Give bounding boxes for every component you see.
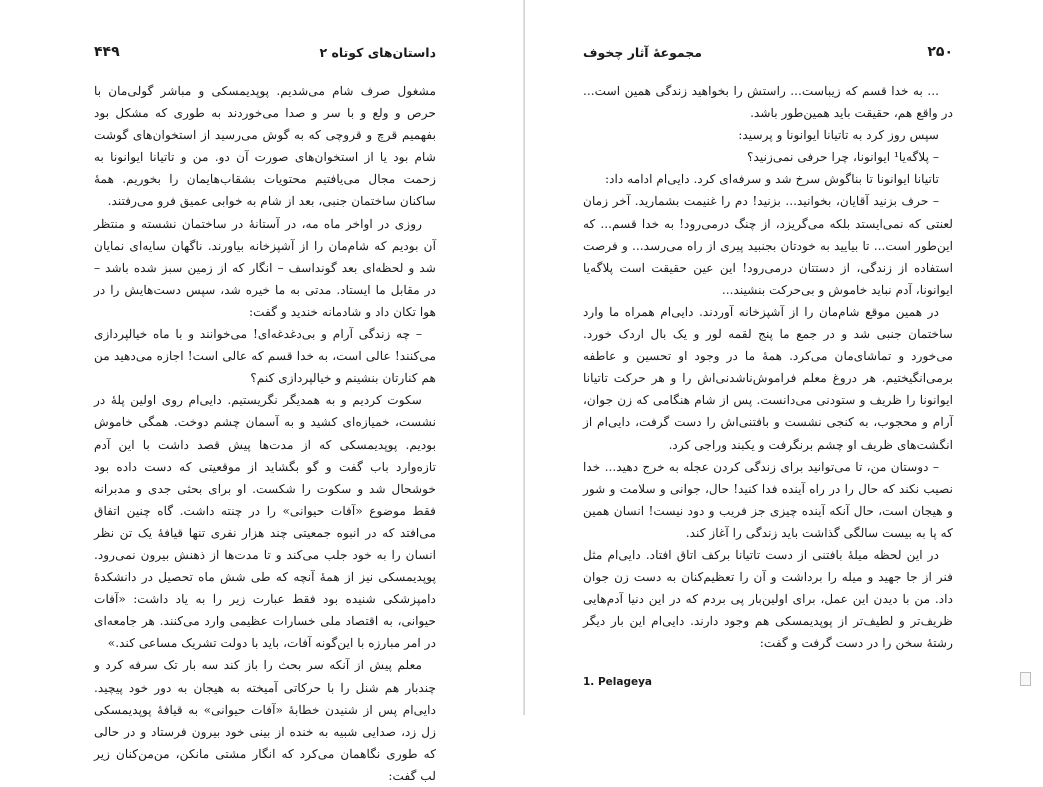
paragraph: سپس روز کرد به تاتیانا ایوانونا و پرسید: [738,128,939,143]
right-page-header [583,44,953,66]
scroll-indicator[interactable] [1020,672,1031,686]
paragraph: تاتیانا ایوانونا تا بناگوش سرخ شد و سرفه‌ای کرد. دایی‌ام ادامه داد: [605,172,939,187]
paragraph: – دوستان من، تا می‌توانید برای زندگی کردن عجله به خرج دهید... خدا نصیب نکند که حال را در راه آینده فدا کنید! حال، جوانی و سلامت و شور و هیجان است، حال آنکه آینده چیزی جز فریب و دود نیست! انسان همین که پا به بیست سالگی گذاشت باید زندگی را آغاز کند. [583,459,953,540]
paragraph: ... به خدا قسم که زیباست... راستش را بخواهید زندگی همین است... در واقع هم، حقیقت باید همین‌طور باشد. [583,84,953,121]
paragraph: در این لحظه میلهٔ بافتنی از دست تاتیانا برکف اتاق افتاد. دایی‌ام مثل فنر از جا جهید و میله را برداشت و آن را تعظیم‌کنان به دست زن جوان داد. من با دیدن این عمل، برای اولین‌بار پی بردم که در این دنیا آدم‌هایی ظریف‌تر و لطیف‌تر از پوپدیمسکی هم وجود دارند. دایی‌ام این بار دیگر رشتهٔ سخن را در دست گرفت و گفت: [583,547,953,651]
left-page-header [94,44,436,66]
paragraph: مشغول صرف شام می‌شدیم. پوپدیمسکی و مباشر گولی‌مان با حرص و ولع و با سر و صدا می‌خوردند به طوری که مشکل بود بفهمیم قرچ و قروچی که به گوش می‌رسید از استخوان‌های گوشت شام بود یا از استخوان‌های صورت آن دو. من و تاتیانا ایوانونا به زحمت مجال می‌یافتیم محتویات بشقاب‌هایمان را بخوریم. همهٔ ساکنان ساختمان جنبی، بعد از شام به خوابی عمیق فرو می‌رفتند. [94,84,436,209]
right-page [525,0,1043,715]
paragraph: سکوت کردیم و به همدیگر نگریستیم. دایی‌ام روی اولین پلهٔ در نشست، خمیازه‌ای کشید و به آسمان چشم دوخت. همگی خاموش بودیم. پوپدیمسکی که از مدت‌ها پیش قصد داشت با این آدم تازه‌وارد باب گفت و گو بگشاید از موقعیتی که دست داده بود خوشحال شد و سکوت را شکست. او برای بحثی جدی و مدبرانه فقط موضوع «آفات حیوانی» را در چنته داشت. گاه چنین اتفاق می‌افتد که در انبوه جمعیتی چند هزار نفری تنها قیافهٔ یک تن نظر انسان را به خود جلب می‌کند و تا مدت‌ها از ذهنش بیرون نمی‌رود. پوپدیمسکی نیز از همهٔ آنچه که طی شش ماه تحصیل در دانشکدهٔ دامپزشکی شنیده بود فقط عبارت زیر را به یاد داشت: «آفات حیوانی، به اقتصاد ملی خسارات عظیمی وارد می‌کنند. هر جامعه‌ای در امر مبارزه با این‌گونه آفات، باید با دولت تشریک مساعی کند.» [94,393,436,651]
right-page-body [583,80,953,654]
paragraph: معلم پیش از آنکه سر بحث را باز کند سه بار تک سرفه کرد و چندبار هم شنل را با حرکاتی آمیخته به هیجان به دور خود پیچید. دایی‌ام پس از شنیدن خطابهٔ «آفات حیوانی» به قیافهٔ پوپدیمسکی زل زد، صدایی شبیه به خنده از بینی خود بیرون فرستاد و در حالی که طوری نگاهمان می‌کرد که انگار مشتی مانکن، من‌من‌کنان زیر لب گفت: [94,658,436,783]
left-running-title: داستان‌های کوتاه ۲ [319,45,436,60]
paragraph: در همین موقع شام‌مان را از آشپزخانه آوردند. دایی‌ام همراه ما وارد ساختمان جنبی شد و در جمع ما پنج لقمه لور و یک بال اردک خورد. می‌خورد و تماشای‌مان می‌کرد. همهٔ ما در وجود او تحسین و عاطفه برمی‌انگیختیم. هر دروغ معلم فراموش‌ناشدنی‌اش را و هر حرکت تاتیانا ایوانونا را ظریف و ستودنی می‌دانست. پس از شام هنگامی که زن جوان، آرام و محجوب، به کنجی نشست و بافتنی‌اش را دست گرفت، دایی‌ام از انگشت‌های ظریف او چشم برنگرفت و یکبند وراجی کرد. [583,304,953,452]
left-page-body [94,80,436,787]
paragraph: روزی در اواخر ماه مه، در آستانهٔ در ساختمان نشسته و منتظر آن بودیم که شام‌مان را از آشپزخانه بیاورند. ناگهان سایه‌ای نمایان شد و لحظه‌ای بعد گونداسف – انگار که از زمین سبز شده باشد – در مقابل ما ایستاد. مدتی به ما خیره شد، سپس دست‌هایش را در هوا تکان داد و شادمانه خندید و گفت: [94,216,436,319]
paragraph: – حرف بزنید آقایان، بخوانید... بزنید! دم را غنیمت بشمارید. آخر زمان لعنتی که نمی‌ایستد بلکه می‌گریزد، از چنگ درمی‌رود! به خدا قسم... که این‌طور است... تا بیایید به خودتان بجنبید پیری از راه می‌رسد... و فرصت استفاده از زندگی، از دستتان درمی‌رود! این عین حقیقت است پلاگه‌یا ایوانونا، آدم نباید خاموش و بی‌حرکت بنشیند... [583,194,953,297]
left-page-number: ۴۴۹ [94,44,120,60]
right-running-title: مجموعهٔ آثار چخوف [583,45,703,60]
paragraph: – چه زندگی آرام و بی‌دغدغه‌ای! می‌خوانند و با ماه خیالپردازی می‌کنند! عالی است، به خدا قسم که عالی است! اجازه می‌دهید من هم کنارتان بنشینم و خیالپردازی کنم؟ [94,327,436,386]
footnote: 1. Pelageya [583,676,653,688]
paragraph: – پلاگه‌یا¹ ایوانونا، چرا حرفی نمی‌زنید؟ [747,150,939,165]
right-page-number: ۲۵۰ [927,44,953,60]
